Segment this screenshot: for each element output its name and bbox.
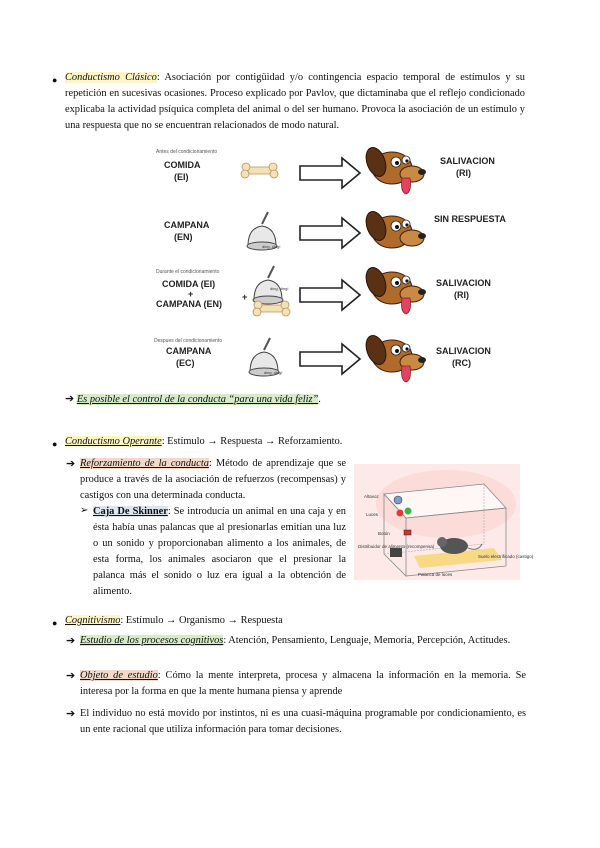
row-caption: Antes del condicionamiento (156, 149, 218, 155)
section-title: Cognitivismo (65, 615, 121, 626)
skinner-paragraph (93, 504, 346, 600)
section-text: : Estímulo → Respuesta → Reforzamiento. (161, 436, 343, 447)
cognitivismo-item (80, 668, 526, 700)
arrowhead-bullet-icon: ➢ (80, 505, 89, 516)
section-text: : Estímulo → Organismo → Respuesta (120, 615, 283, 626)
cognitivismo-item (80, 633, 526, 649)
stimulus-label: CAMPANA (166, 346, 212, 356)
bell-icon (253, 266, 283, 304)
stimulus-label: COMIDA (EI) (162, 279, 216, 289)
response-label: SIN RESPUESTA (434, 214, 506, 224)
arrow-right-icon: ➔ (66, 670, 76, 682)
pavlov-diagram (140, 140, 520, 388)
stimulus-code: (EC) (176, 358, 195, 368)
section-title: Conductismo Clásico (65, 72, 157, 83)
dog-salivating-icon (362, 145, 426, 194)
row-caption: Despues del condicionamiento (154, 338, 223, 344)
arrow-right-icon: ➔ (65, 393, 75, 405)
arrow-icon (300, 280, 360, 310)
section-text: : Asociación por contigüidad y/o contingencia espacio temporal de estímulos y su repetición en sucesivas ocasiones. Proceso explicado por Pavlov, que dictaminaba que el reflejo condicionado explicaba la actividad psíquica completa del animal o del ser humano. Provoca la asociación de un estímulo y una respuesta que no se encuentran relacionados de modo natural. (65, 72, 525, 131)
arrow-right-icon: ➔ (66, 635, 76, 647)
plus-sign: + (188, 289, 194, 299)
arrow-icon (300, 158, 360, 188)
arrow-icon (300, 344, 360, 374)
section-conductismo-clasico (65, 70, 525, 134)
bell-sound-text: ding, ding! (264, 370, 283, 375)
cognitivismo-item (80, 706, 526, 738)
stimulus-code: (EN) (174, 232, 193, 242)
section-title: Conductismo Operante (65, 436, 162, 447)
item-text: : Atención, Pensamiento, Lenguaje, Memoria, Percepción, Actitudes. (223, 635, 511, 646)
stimulus-code: (EI) (174, 172, 189, 182)
note-text: Es posible el control de la conducta “para una vida feliz” (76, 394, 319, 405)
arrow-right-icon: ➔ (66, 458, 76, 470)
figure-label: Altavoz (364, 494, 379, 499)
item-text: El individuo no está movido por instintos, ni es una cuasi-máquina programable por condicionamiento, es un ente racional que utiliza información para tomar decisiones. (80, 708, 526, 735)
figure-label: Suelo electrificado (castigo) (478, 554, 534, 559)
dog-salivating-icon (362, 265, 426, 314)
stimulus-label: CAMPANA (164, 220, 210, 230)
bone-icon (241, 163, 278, 178)
section-conductismo-operante (65, 434, 525, 450)
subsection-text: : Método de aprendizaje que se produce a través de la asociación de refuerzos (recompensas) y castigos con una determinada conducta. (80, 458, 346, 501)
arrow-icon (300, 218, 360, 248)
response-label: SALIVACION (436, 278, 491, 288)
response-code: (RI) (454, 290, 469, 300)
subsection-text: : Se introducía un animal en una caja y en ésta había unas palancas que al presionarlas emitían una luz o un sonido y proporcionaban alimento a los animales, de esta forma, los animales asociaron que el presionar la palanca más el sonido o luz era igual a la obtención de alimento. (93, 506, 346, 597)
item-text: : Cómo la mente interpreta, procesa y almacena la información en la memoria. Se interesa por la forma en que la mente humana piensa y aprende (80, 670, 526, 697)
reforzamiento-paragraph (80, 456, 346, 504)
response-code: (RI) (456, 168, 471, 178)
bell-sound-text: ding, ding! (270, 286, 289, 291)
item-title: Estudio de los procesos cognitivos (80, 635, 224, 646)
note-end: . (318, 394, 321, 405)
subsection-title: Caja De Skinner (93, 506, 168, 517)
figure-label: Botón (378, 531, 390, 536)
figure-label: Luces (366, 512, 379, 517)
figure-label: Palanca de luces (418, 572, 453, 577)
dog-salivating-icon (362, 333, 426, 382)
subsection-title: Reforzamiento de la conducta (80, 458, 209, 469)
figure-label: Distribuidor de alimento (recompensa) (358, 544, 435, 549)
arrow-right-icon: ➔ (66, 708, 76, 720)
bullet-marker: ● (52, 618, 58, 628)
section-cognitivismo (65, 613, 525, 629)
bell-sound-text: ding, ding! (262, 244, 281, 249)
item-title: Objeto de estudio (80, 670, 158, 681)
bullet-marker: ● (52, 439, 58, 449)
conclusion-note (65, 391, 525, 408)
stimulus-label: COMIDA (164, 160, 201, 170)
stimulus-label: CAMPANA (EN) (156, 299, 222, 309)
bullet-marker: ● (52, 75, 58, 85)
dog-icon (362, 209, 426, 248)
response-code: (RC) (452, 358, 471, 368)
plus-sign: + (242, 292, 248, 302)
skinner-box-figure (354, 464, 534, 580)
response-label: SALIVACION (440, 156, 495, 166)
response-label: SALIVACION (436, 346, 491, 356)
row-caption: Durante el condicionamiento (156, 269, 220, 275)
